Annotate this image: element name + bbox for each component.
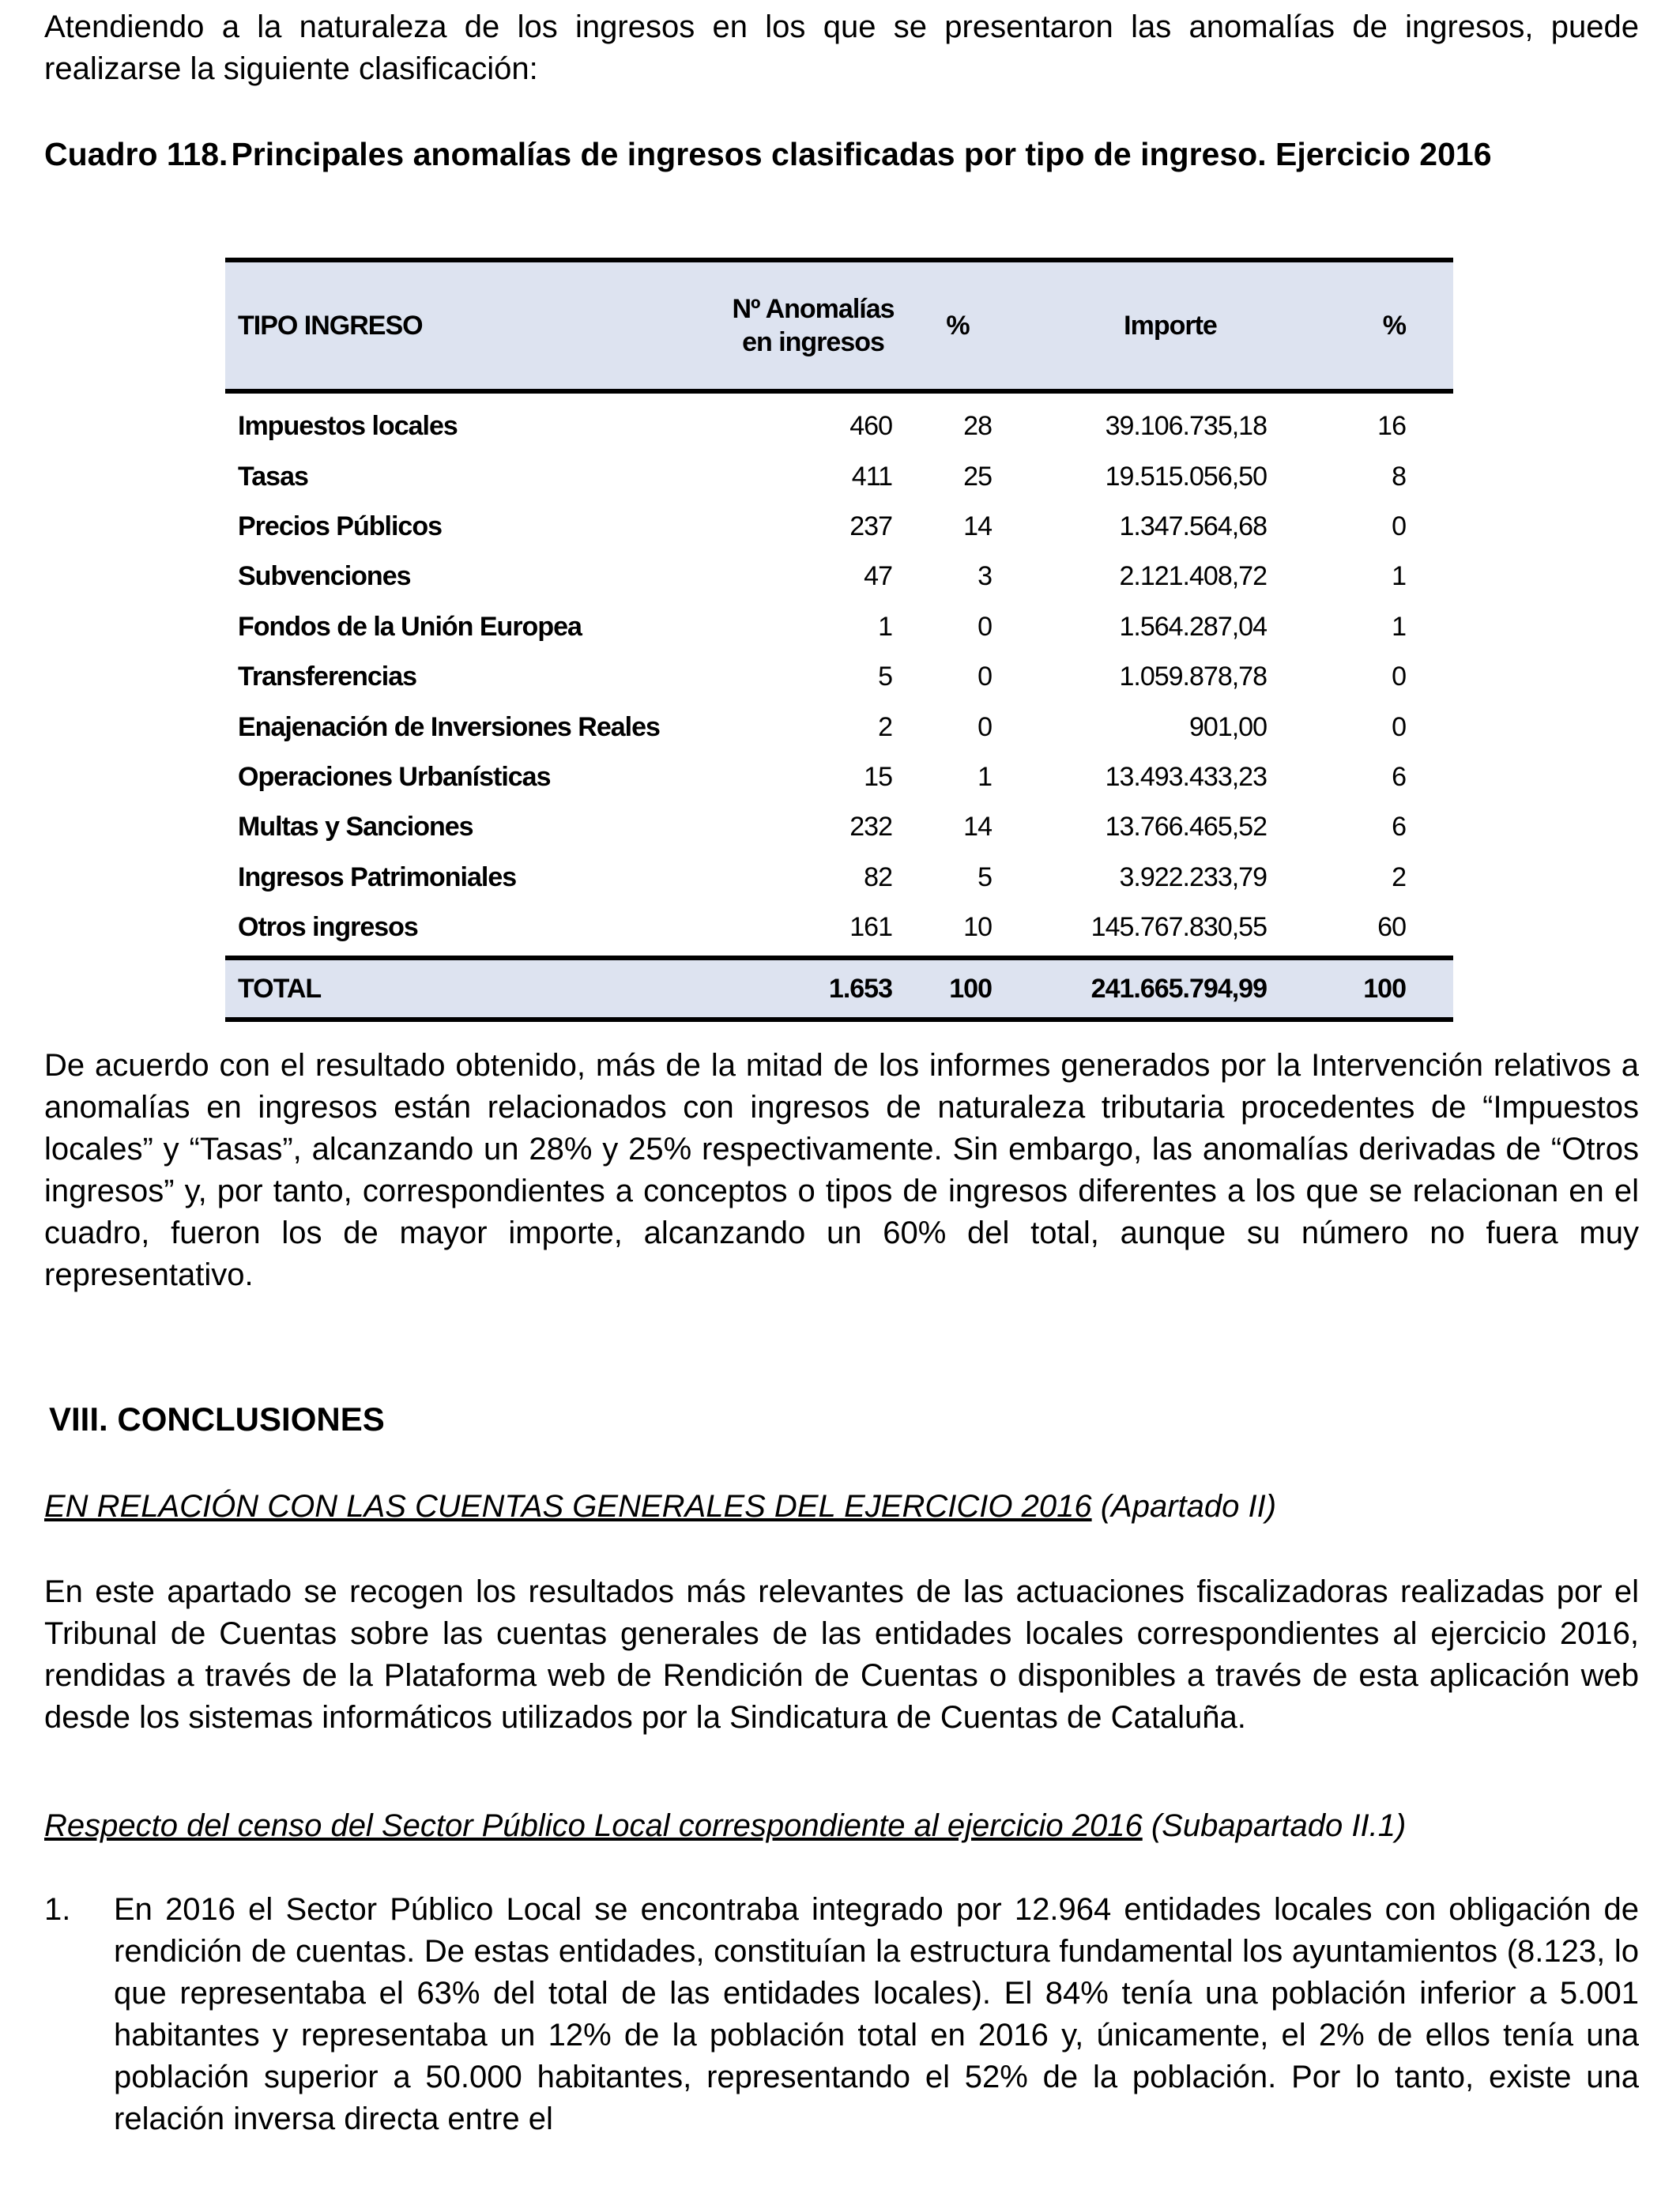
subheading-censo-underlined: Respecto del censo del Sector Público Local correspondiente al ejercicio 2016: [44, 1808, 1143, 1843]
table-row: [225, 752, 1453, 802]
cell-pct-count: 3: [977, 561, 992, 592]
header-num-anomalias: Nº Anomalías en ingresos: [732, 294, 895, 357]
anomalies-table: [225, 258, 1453, 1022]
table-row: [225, 652, 1453, 702]
header-tipo-ingreso: TIPO INGRESO: [238, 310, 423, 341]
total-label: TOTAL: [238, 973, 322, 1004]
cell-pct-amount: 6: [1392, 812, 1406, 843]
cell-tipo-ingreso: Multas y Sanciones: [238, 812, 473, 843]
cell-pct-amount: 0: [1392, 662, 1406, 692]
table-row: [225, 903, 1453, 952]
list-item: [44, 1889, 1639, 2140]
header-pct-amount: %: [1382, 310, 1406, 341]
table-row: [225, 401, 1453, 451]
table-caption: [44, 133, 1639, 176]
cell-pct-amount: 8: [1392, 461, 1406, 492]
cell-importe: 3.922.233,79: [1119, 861, 1267, 892]
cell-pct-amount: 1: [1392, 611, 1406, 642]
cell-importe: 1.564.287,04: [1119, 611, 1267, 642]
cell-num-anomalias: 2: [878, 711, 892, 742]
cell-tipo-ingreso: Transferencias: [238, 662, 417, 692]
cell-tipo-ingreso: Precios Públicos: [238, 511, 442, 541]
cell-pct-count: 14: [963, 511, 992, 541]
cell-pct-count: 5: [977, 861, 992, 892]
cell-pct-amount: 60: [1377, 912, 1406, 943]
cell-pct-amount: 0: [1392, 711, 1406, 742]
cell-importe: 1.059.878,78: [1119, 662, 1267, 692]
cell-pct-amount: 0: [1392, 511, 1406, 541]
table-row: [225, 853, 1453, 903]
cell-tipo-ingreso: Subvenciones: [238, 561, 411, 592]
cell-pct-count: 28: [963, 411, 992, 442]
table-row: [225, 802, 1453, 852]
cell-tipo-ingreso: Otros ingresos: [238, 912, 418, 943]
cell-num-anomalias: 47: [864, 561, 892, 592]
cell-pct-count: 25: [963, 461, 992, 492]
cell-importe: 19.515.056,50: [1105, 461, 1267, 492]
table-body: [225, 394, 1453, 952]
cell-tipo-ingreso: Enajenación de Inversiones Reales: [238, 711, 660, 742]
table-row: [225, 451, 1453, 501]
cell-pct-amount: 2: [1392, 861, 1406, 892]
list-item-text: En 2016 el Sector Público Local se encontraba integrado por 12.964 entidades locales con obligación de rendición de cuentas. De estas entidades, constituían la estructura fundamental los ayuntamientos (8.123, lo que representaba el 63% del total de las entidades locales). El 84% tenía una población inferior a 5.001 habitantes y representaba un 12% de la población total en 2016 y, únicamente, el 2% de ellos tenía una población superior a 50.000 habitantes, representando el 52% de la población. Por lo tanto, existe una relación inversa directa entre el: [114, 1892, 1639, 2136]
cell-tipo-ingreso: Tasas: [238, 461, 308, 492]
table-header: [225, 258, 1453, 394]
cell-num-anomalias: 82: [864, 861, 892, 892]
cell-num-anomalias: 161: [849, 912, 892, 943]
cell-pct-amount: 6: [1392, 761, 1406, 792]
total-count: 1.653: [828, 973, 892, 1004]
header-importe: Importe: [1124, 310, 1217, 341]
cell-tipo-ingreso: Impuestos locales: [238, 411, 458, 442]
cell-importe: 901,00: [1189, 711, 1267, 742]
cell-pct-amount: 1: [1392, 561, 1406, 592]
section-paragraph: En este apartado se recogen los resultados más relevantes de las actuaciones fiscalizadoras realizadas por el Tribunal de Cuentas sobre las cuentas generales de las entidades locales correspondientes al ejercicio 2016, rendidas a través de la Plataforma web de Rendición de Cuentas o disponibles a través de esta aplicación web desde los sistemas informáticos utilizados por la Sindicatura de Cuentas de Cataluña.: [44, 1574, 1639, 1735]
intro-paragraph: Atendiendo a la naturaleza de los ingresos en los que se presentaron las anomalías de ingresos, puede realizarse la siguiente clasificación:: [44, 9, 1639, 86]
subheading-cuentas-generales-suffix: (Apartado II): [1091, 1489, 1277, 1524]
cell-pct-count: 0: [977, 611, 992, 642]
cell-num-anomalias: 411: [851, 461, 892, 492]
cell-importe: 1.347.564,68: [1119, 511, 1267, 541]
cell-importe: 13.766.465,52: [1105, 812, 1267, 843]
cell-pct-amount: 16: [1377, 411, 1406, 442]
cell-importe: 39.106.735,18: [1105, 411, 1267, 442]
cell-tipo-ingreso: Ingresos Patrimoniales: [238, 861, 517, 892]
subheading-censo-suffix: (Subapartado II.1): [1142, 1808, 1407, 1843]
cell-num-anomalias: 232: [849, 812, 892, 843]
list-item-marker: 1.: [44, 1892, 71, 1927]
cell-num-anomalias: 5: [878, 662, 892, 692]
cell-importe: 145.767.830,55: [1090, 912, 1267, 943]
cell-importe: 2.121.408,72: [1119, 561, 1267, 592]
table-row: [225, 502, 1453, 552]
cell-num-anomalias: 460: [849, 411, 892, 442]
cell-num-anomalias: 1: [878, 611, 892, 642]
caption-text: Principales anomalías de ingresos clasificadas por tipo de ingreso. Ejercicio 2016: [231, 136, 1492, 172]
header-pct-count: %: [946, 310, 970, 341]
cell-tipo-ingreso: Operaciones Urbanísticas: [238, 761, 551, 792]
total-pct-amount: 100: [1363, 973, 1406, 1004]
result-paragraph: De acuerdo con el resultado obtenido, más de la mitad de los informes generados por la Intervención relativos a anomalías en ingresos están relacionados con ingresos de naturaleza tributaria procedentes de “Impuestos locales” y “Tasas”, alcanzando un 28% y 25% respectivamente. Sin embargo, las anomalías derivadas de “Otros ingresos” y, por tanto, correspondientes a conceptos o tipos de ingresos diferentes a los que se relacionan en el cuadro, fueron los de mayor importe, alcanzando un 60% del total, aunque su número no fuera muy representativo.: [44, 1048, 1639, 1292]
cell-pct-count: 1: [977, 761, 992, 792]
table-total-row: [225, 956, 1453, 1022]
cell-importe: 13.493.433,23: [1105, 761, 1267, 792]
cell-pct-count: 0: [977, 711, 992, 742]
total-pct-count: 100: [949, 973, 992, 1004]
table-row: [225, 552, 1453, 601]
subheading-cuentas-generales-underlined: EN RELACIÓN CON LAS CUENTAS GENERALES DEL EJERCICIO 2016: [44, 1489, 1092, 1524]
cell-pct-count: 10: [963, 912, 992, 943]
cell-num-anomalias: 237: [849, 511, 892, 541]
cell-num-anomalias: 15: [864, 761, 892, 792]
subheading-censo: [44, 1805, 1406, 1847]
subheading-cuentas-generales: [44, 1486, 1276, 1528]
cell-pct-count: 14: [963, 812, 992, 843]
total-amount: 241.665.794,99: [1090, 973, 1267, 1004]
cell-tipo-ingreso: Fondos de la Unión Europea: [238, 611, 582, 642]
caption-number: Cuadro 118.: [44, 136, 228, 172]
table-row: [225, 602, 1453, 652]
table-row: [225, 702, 1453, 752]
section-heading: VIII. CONCLUSIONES: [49, 1400, 385, 1438]
cell-pct-count: 0: [977, 662, 992, 692]
